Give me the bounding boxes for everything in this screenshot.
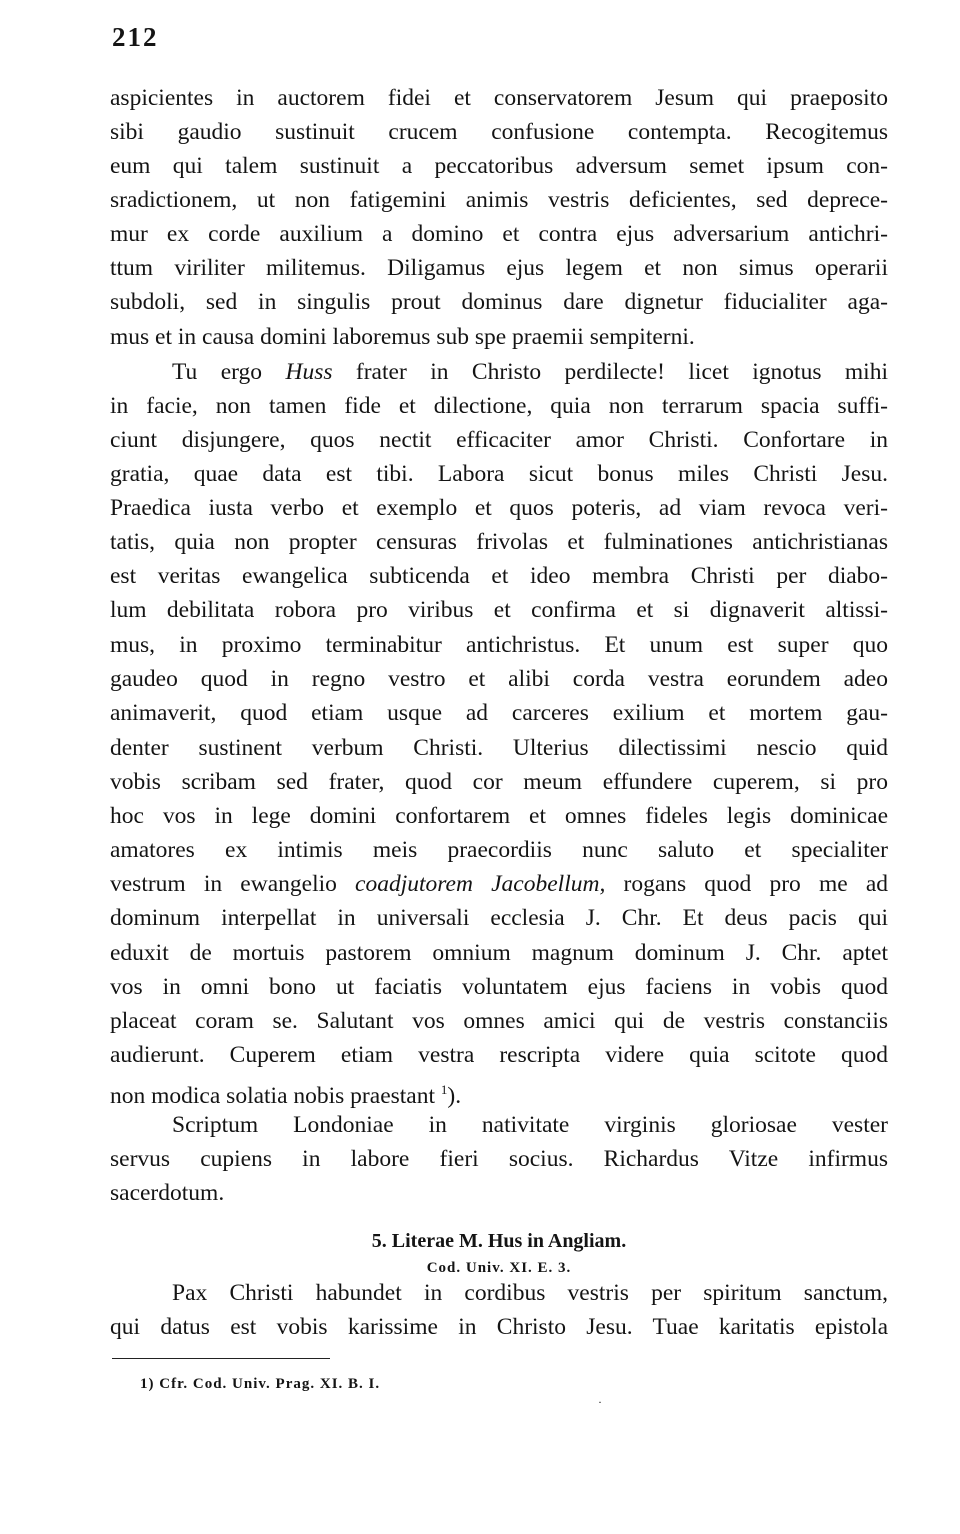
page-number: 212 [112,22,159,52]
text-line: placeat coram se. Salutant vos omnes amici qui de vestris constanciis [110,1008,888,1034]
footnote-mark: 1) [140,1376,155,1392]
text-line: servus cupiens in labore fieri socius. Richardus Vitze infirmus [110,1146,888,1172]
text-line: aspicientes in auctorem fidei et conservatorem Jesum qui praeposito [110,85,888,111]
text-line: amatores ex intimis meis praecordiis nunc saluto et specialiter [110,837,888,863]
footnote-text: Cfr. Cod. Univ. Prag. XI. B. I. [159,1376,381,1392]
text-line: ttum viriliter militemus. Diligamus ejus legem et non simus operarii [110,255,888,281]
section-heading: 5. Literae M. Hus in Angliam. [371,1230,627,1252]
text-line: dominum interpellat in universali ecclesia J. Chr. Et deus pacis qui [110,905,888,931]
text-line: tatis, quia non propter censuras frivolas et fulminationes antichristianas [110,529,888,555]
print-speck: · [598,1395,602,1409]
text-line: hoc vos in lege domini confortarem et omnes fideles legis dominicae [110,803,888,829]
text-line: in facie, non tamen fide et dilectione, quia non terrarum spacia suffi- [110,393,888,419]
text-line: lum debilitata robora pro viribus et confirma et si dignaverit altissi- [110,597,888,623]
text-line: est veritas ewangelica subticenda et ideo membra Christi per diabo- [110,563,888,589]
text-line: mus, in proximo terminabitur antichristus. Et unum est super quo [110,632,888,658]
text-line [110,867,888,901]
text-line: sibi gaudio sustinuit crucem confusione contempta. Recogitemus [110,119,888,145]
text-line: animaverit, quod etiam usque ad carceres exilium et mortem gau- [110,700,888,726]
text-run: frater in Christo perdilecte! licet ignotus mihi [332,359,888,385]
text-run: ). [447,1082,462,1109]
text-line: sacerdotum. [110,1180,225,1206]
text-line: Pax Christi habundet in cordibus vestris per spiritum sanctum, [172,1280,888,1306]
text-line: vos in omni bono ut faciatis voluntatem ejus faciens in vobis quod [110,974,888,1000]
footnote-rule [112,1358,330,1359]
text-line: qui datus est vobis karissime in Christo Jesu. Tuae karitatis epistola [110,1314,888,1340]
text-line: gratia, quae data est tibi. Labora sicut bonus miles Christi Jesu. [110,461,888,487]
italic-name: Huss [285,359,333,385]
body-text [110,0,888,1534]
text-line: vobis scribam sed frater, quod cor meum effundere cuperem, si pro [110,769,888,795]
text-line: sradictionem, ut non fatigemini animis vestris deficientes, sed deprece- [110,187,888,213]
text-line: denter sustinent verbum Christi. Ulterius dilectissimi nescio quid [110,735,888,761]
text-run: vestrum in ewangelio [110,871,356,897]
text-run: rogans quod pro me ad [605,871,889,897]
text-line: subdoli, sed in singulis prout dominus dare dignetur fiducialiter aga- [110,289,888,315]
section-source: Cod. Univ. XI. E. 3. [426,1260,572,1276]
text-line: gaudeo quod in regno vestro et alibi corda vestra eorundem adeo [110,666,888,692]
text-line [110,1073,888,1113]
text-run: Tu ergo [172,359,286,385]
text-line: mur ex corde auxilium a domino et contra ejus adversarium antichri- [110,221,888,247]
footnote [140,1376,380,1393]
text-line: audierunt. Cuperem etiam vestra rescripta videre quia scitote quod [110,1042,888,1068]
text-line: Scriptum Londoniae in nativitate virginis gloriosae vester [172,1112,888,1138]
footnote-reference: 1 [440,1082,448,1097]
text-run: non modica solatia nobis praestant [110,1082,441,1109]
text-line: Praedica iusta verbo et exemplo et quos poteris, ad viam revoca veri- [110,495,888,521]
text-line: eduxit de mortuis pastorem omnium magnum dominum J. Chr. aptet [110,940,888,966]
text-line: ciunt disjungere, quos nectit efficaciter amor Christi. Confortare in [110,427,888,453]
text-line [172,355,888,389]
text-line: mus et in causa domini laboremus sub spe praemii sempiterni. [110,324,695,350]
italic-name: coadjutorem Jacobellum, [355,871,606,897]
text-line: eum qui talem sustinuit a peccatoribus adversum semet ipsum con- [110,153,888,179]
